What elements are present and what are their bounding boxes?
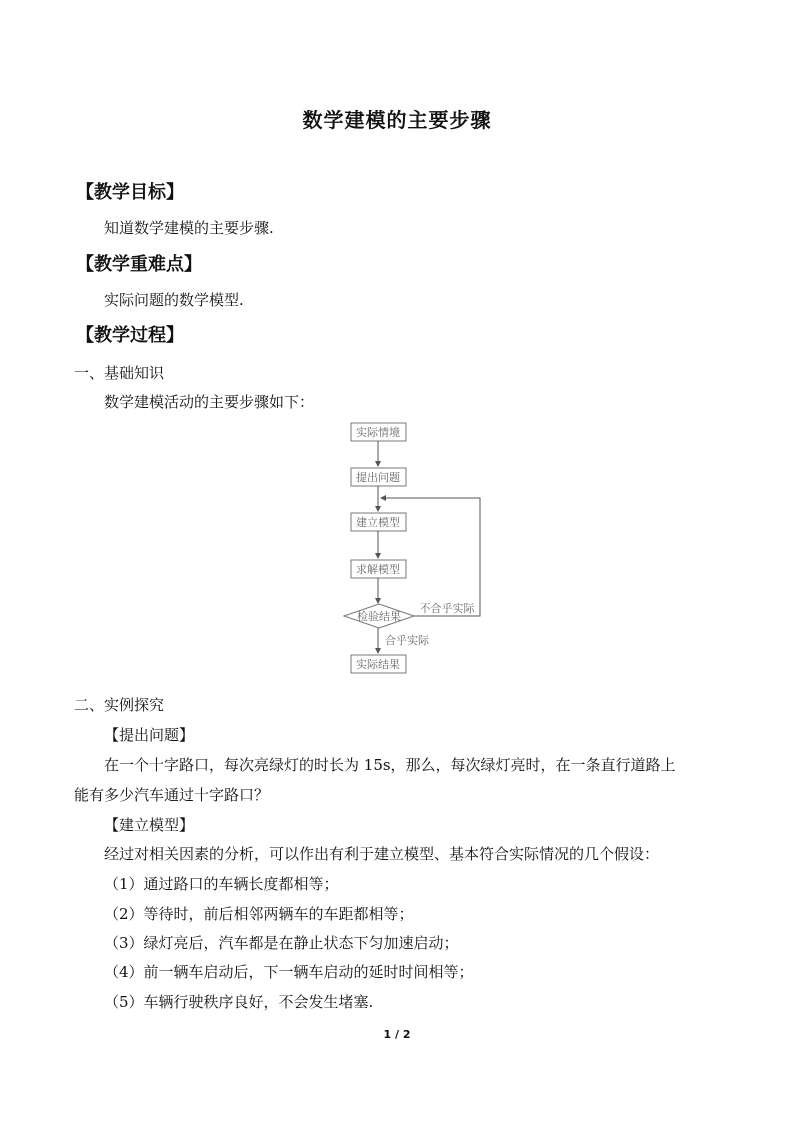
keypoints-text: 实际问题的数学模型.	[104, 291, 244, 309]
question-heading: 【提出问题】	[104, 726, 195, 744]
flow-step4-label: 求解模型	[356, 563, 400, 576]
model-intro: 经过对相关因素的分析，可以作出有利于建立模型、基本符合实际情况的几个假设：	[104, 845, 660, 863]
process-heading: 【教学过程】	[76, 325, 184, 346]
question-line-2: 能有多少汽车通过十字路口？	[74, 786, 270, 804]
keypoints-heading: 【教学重难点】	[76, 254, 202, 275]
assumption-item: （2）等待时，前后相邻两辆车的车距都相等；	[104, 905, 414, 923]
model-heading: 【建立模型】	[104, 816, 195, 834]
objectives-heading: 【教学目标】	[76, 182, 184, 203]
flow-result-label: 实际结果	[356, 658, 400, 671]
flow-step1-label: 实际情境	[356, 426, 400, 439]
objectives-text: 知道数学建模的主要步骤.	[104, 219, 274, 237]
assumption-item: （1）通过路口的车辆长度都相等；	[104, 875, 339, 893]
flow-no-label: 不合乎实际	[419, 602, 475, 615]
flow-decision-label: 检验结果	[357, 610, 401, 623]
assumption-item: （4）前一辆车启动后，下一辆车启动的延时时间相等；	[104, 963, 474, 981]
part1-heading: 一、基础知识	[74, 364, 165, 382]
page-title: 数学建模的主要步骤	[302, 108, 492, 132]
part1-intro: 数学建模活动的主要步骤如下：	[104, 393, 315, 411]
flow-step2-label: 提出问题	[356, 471, 400, 484]
assumption-item: （5）车辆行驶秩序良好，不会发生堵塞.	[104, 993, 374, 1011]
question-line-1: 在一个十字路口，每次亮绿灯的时长为 15s，那么，每次绿灯亮时，在一条直行道路上	[104, 756, 676, 774]
part2-heading: 二、实例探究	[74, 696, 165, 714]
page-number: 1 / 2	[383, 1028, 411, 1041]
flow-yes-label: 合乎实际	[385, 634, 429, 647]
assumption-item: （3）绿灯亮后，汽车都是在静止状态下匀加速启动；	[104, 934, 459, 952]
flow-step3-label: 建立模型	[356, 516, 400, 529]
